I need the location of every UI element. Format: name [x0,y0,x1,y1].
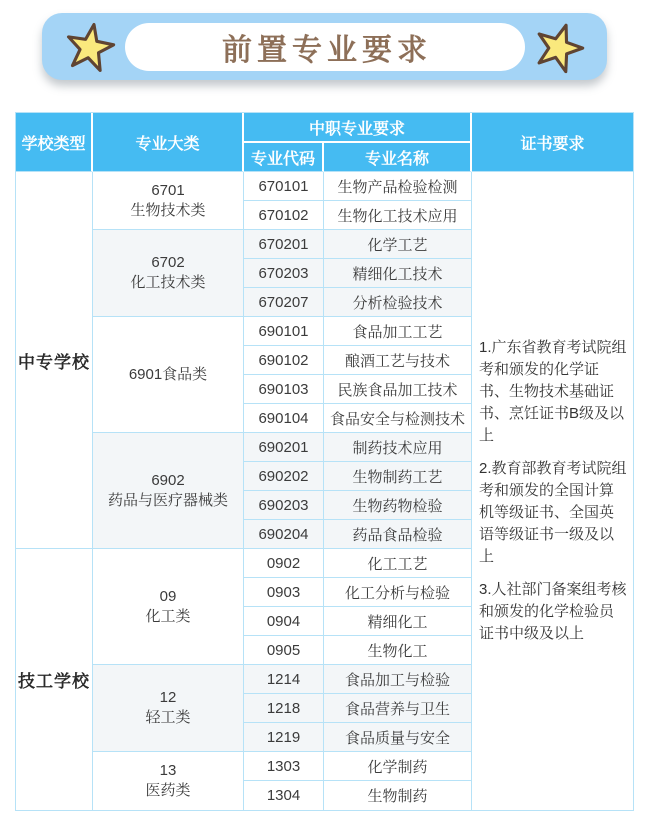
code-cell: 670201 [244,230,324,259]
group-code: 09 [159,587,177,605]
school-cell: 中专学校 [16,172,93,549]
group-name: 轻工类 [145,709,191,726]
code-cell: 690104 [244,404,324,433]
group-code: 6701 [151,181,185,199]
school-cell: 技工学校 [16,549,93,810]
name-cell: 生物化工 [324,636,472,665]
group-code: 6902 [151,471,185,489]
name-cell: 食品安全与检测技术 [324,404,472,433]
name-cell: 食品质量与安全 [324,723,472,752]
code-cell: 0905 [244,636,324,665]
name-cell: 化学工艺 [324,230,472,259]
title-pill [125,23,525,71]
group-cell [93,665,244,752]
code-cell: 1218 [244,694,324,723]
group-code: 6901食品类 [128,365,208,383]
header-major-code: 专业代码 [244,143,324,172]
code-cell: 0903 [244,578,324,607]
requirements-table [15,112,634,811]
group-name: 医药类 [145,782,191,799]
name-cell: 精细化工 [324,607,472,636]
group-name: 药品与医疗器械类 [107,491,228,509]
code-cell: 690202 [244,462,324,491]
group-cell [93,549,244,665]
group-name: 生物技术类 [130,201,206,219]
code-cell: 690101 [244,317,324,346]
header-major-group: 专业大类 [93,113,244,172]
cert-item: 1.广东省教育考试院组考和颁发的化学证书、生物技术基础证书、烹饪证书B级及以上 [479,339,627,444]
code-cell: 1214 [244,665,324,694]
code-cell: 0902 [244,549,324,578]
group-cell [93,433,244,549]
header-school-type: 学校类型 [16,113,93,172]
group-cell [93,172,244,230]
group-code: 6702 [151,254,185,271]
star-icon [526,14,592,80]
cert-item: 2.教育部教育考试院组考和颁发的全国计算机等级证书、全国英语等级证书一级及以上 [479,460,627,565]
code-cell: 670203 [244,259,324,288]
star-icon [60,16,120,76]
group-cell [93,230,244,317]
group-cell [93,317,244,433]
group-code: 12 [159,689,177,706]
page-title: 前置专业要求 [222,33,432,67]
code-cell: 0904 [244,607,324,636]
name-cell: 药品食品检验 [324,520,472,549]
code-cell: 1303 [244,752,324,781]
header-secondary-req: 中职专业要求 [244,113,472,143]
code-cell: 670102 [244,201,324,230]
name-cell: 化工分析与检验 [324,578,472,607]
name-cell: 制药技术应用 [324,433,472,462]
name-cell: 生物制药 [324,781,472,810]
banner [42,13,607,80]
group-name: 化工类 [145,607,191,625]
name-cell: 食品营养与卫生 [324,694,472,723]
name-cell: 精细化工技术 [324,259,472,288]
name-cell: 化工工艺 [324,549,472,578]
group-code: 13 [159,762,177,779]
code-cell: 670207 [244,288,324,317]
code-cell: 1304 [244,781,324,810]
code-cell: 690204 [244,520,324,549]
name-cell: 生物药物检验 [324,491,472,520]
code-cell: 670101 [244,172,324,201]
cert-item: 3.人社部门备案组考核和颁发的化学检验员证书中级及以上 [479,581,627,642]
code-cell: 690203 [244,491,324,520]
name-cell: 生物化工技术应用 [324,201,472,230]
name-cell: 化学制药 [324,752,472,781]
name-cell: 分析检验技术 [324,288,472,317]
code-cell: 1219 [244,723,324,752]
group-name: 化工技术类 [130,274,206,291]
name-cell: 食品加工工艺 [324,317,472,346]
header-major-name: 专业名称 [324,143,472,172]
name-cell: 生物制药工艺 [324,462,472,491]
cert-cell [472,172,633,810]
group-cell [93,752,244,810]
code-cell: 690103 [244,375,324,404]
name-cell: 酿酒工艺与技术 [324,346,472,375]
name-cell: 民族食品加工技术 [324,375,472,404]
name-cell: 生物产品检验检测 [324,172,472,201]
code-cell: 690201 [244,433,324,462]
code-cell: 690102 [244,346,324,375]
header-cert-req: 证书要求 [472,113,633,172]
name-cell: 食品加工与检验 [324,665,472,694]
